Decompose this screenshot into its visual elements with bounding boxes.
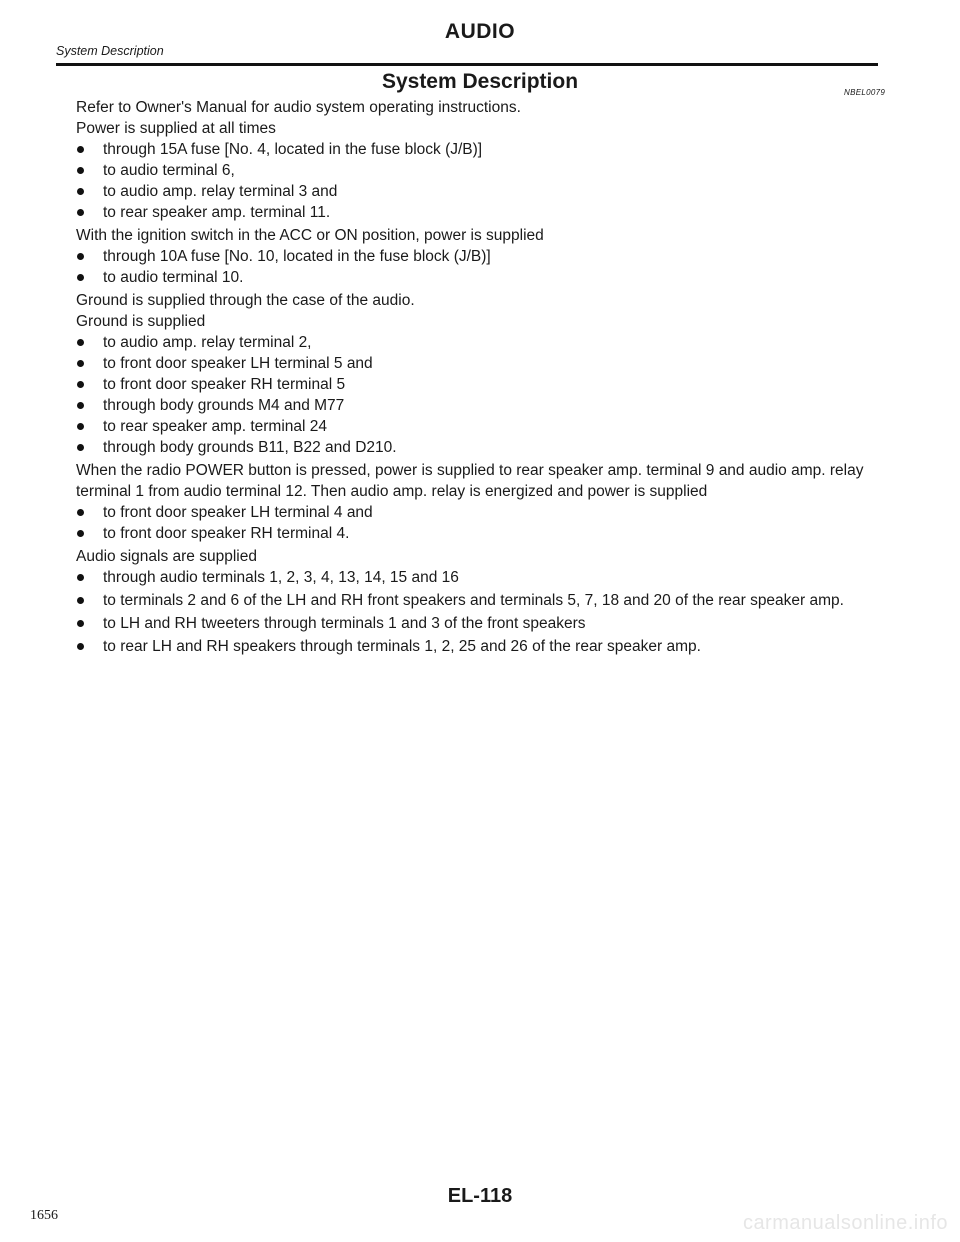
- header-rule: [56, 63, 878, 66]
- bullet-item: to terminals 2 and 6 of the LH and RH front speakers and terminals 5, 7, 18 and 20 of the rear speaker amp.: [76, 590, 886, 611]
- paragraph: Audio signals are supplied: [76, 548, 257, 565]
- page-title: AUDIO: [444, 20, 516, 43]
- bullet-item: to rear speaker amp. terminal 11.: [76, 202, 886, 223]
- bullet-item: to audio terminal 6,: [76, 160, 886, 181]
- bullet-item: to audio terminal 10.: [76, 267, 886, 288]
- bullet-item: through 15A fuse [No. 4, located in the fuse block (J/B)]: [76, 139, 886, 160]
- bullet-item: to rear LH and RH speakers through terminals 1, 2, 25 and 26 of the rear speaker amp.: [76, 636, 886, 657]
- bullet-item: to audio amp. relay terminal 3 and: [76, 181, 886, 202]
- bullet-item: through body grounds B11, B22 and D210.: [76, 437, 886, 458]
- bullet-item: to rear speaker amp. terminal 24: [76, 416, 886, 437]
- paragraph: With the ignition switch in the ACC or ON position, power is supplied: [76, 227, 544, 244]
- page-number: 1656: [30, 1208, 58, 1223]
- bullet-item: to front door speaker LH terminal 4 and: [76, 502, 886, 523]
- paragraph: Power is supplied at all times: [76, 120, 276, 137]
- reference-code: NBEL0079: [844, 88, 886, 97]
- watermark: carmanualsonline.info: [742, 1212, 948, 1234]
- bullet-item: to front door speaker LH terminal 5 and: [76, 353, 886, 374]
- bullet-item: through audio terminals 1, 2, 3, 4, 13, 14, 15 and 16: [76, 567, 886, 588]
- bullet-item: to front door speaker RH terminal 5: [76, 374, 886, 395]
- paragraph: Ground is supplied through the case of the audio.: [76, 292, 415, 309]
- section-label: System Description: [56, 44, 164, 58]
- bullet-item: to front door speaker RH terminal 4.: [76, 523, 886, 544]
- bullet-item: through body grounds M4 and M77: [76, 395, 886, 416]
- bullet-item: to LH and RH tweeters through terminals 1 and 3 of the front speakers: [76, 613, 886, 634]
- page-code: EL-118: [447, 1185, 513, 1207]
- paragraph: Ground is supplied: [76, 313, 206, 330]
- paragraph: When the radio POWER button is pressed, power is supplied to rear speaker amp. terminal 9 and audio amp. relay terminal 1 from audio terminal 12. Then audio amp. relay is energized and power is supplied: [76, 462, 864, 500]
- bullet-item: to audio amp. relay terminal 2,: [76, 332, 886, 353]
- bullet-item: through 10A fuse [No. 10, located in the fuse block (J/B)]: [76, 246, 886, 267]
- section-heading: System Description: [381, 70, 579, 93]
- body-content: [76, 97, 886, 657]
- paragraph: Refer to Owner's Manual for audio system operating instructions.: [76, 99, 521, 116]
